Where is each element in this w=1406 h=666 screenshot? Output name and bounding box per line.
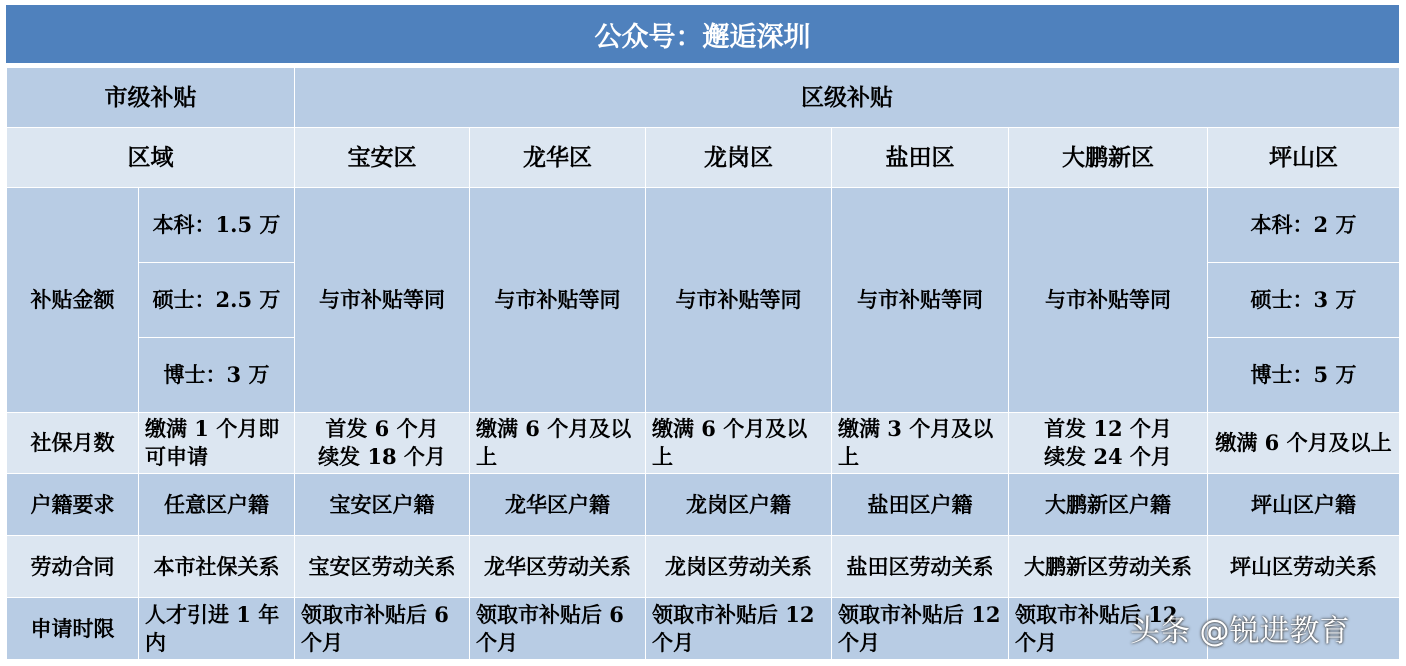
deadline-cell: 领取市补贴后 12 个月: [832, 598, 1009, 660]
hukou-cell: 大鹏新区户籍: [1009, 474, 1208, 536]
city-master-subsidy: 硕士：2.5 万: [139, 263, 295, 338]
table-row: [7, 536, 1400, 598]
subsidy-label: 补贴金额: [7, 188, 139, 413]
district-baoan: 宝安区: [295, 128, 470, 188]
district-pingshan: 坪山区: [1208, 128, 1400, 188]
district-yantian: 盐田区: [832, 128, 1009, 188]
baoan-social-months: 首发 6 个月 续发 18 个月: [295, 413, 470, 474]
city-bachelor-subsidy: 本科：1.5 万: [139, 188, 295, 263]
contract-cell: 龙岗区劳动关系: [646, 536, 832, 598]
yantian-subsidy: 与市补贴等同: [832, 188, 1009, 413]
contract-cell: 坪山区劳动关系: [1208, 536, 1400, 598]
district-dapeng: 大鹏新区: [1009, 128, 1208, 188]
hukou-cell: 龙华区户籍: [470, 474, 646, 536]
city-doctor-subsidy: 博士：3 万: [139, 338, 295, 413]
table-row: [7, 68, 1400, 128]
table-row: [7, 474, 1400, 536]
deadline-cell: 领取市补贴后 12 个月: [646, 598, 832, 660]
city-subsidy-header: 市级补贴: [7, 68, 295, 128]
longgang-subsidy: 与市补贴等同: [646, 188, 832, 413]
deadline-cell: 领取市补贴后 6 个月: [295, 598, 470, 660]
yantian-social-months: 缴满 3 个月及以上: [832, 413, 1009, 474]
contract-cell: 本市社保关系: [139, 536, 295, 598]
baoan-subsidy: 与市补贴等同: [295, 188, 470, 413]
hukou-label: 户籍要求: [7, 474, 139, 536]
hukou-cell: 宝安区户籍: [295, 474, 470, 536]
region-header: 区域: [7, 128, 295, 188]
contract-cell: 大鹏新区劳动关系: [1009, 536, 1208, 598]
subsidy-table: [6, 67, 1400, 660]
contract-cell: 宝安区劳动关系: [295, 536, 470, 598]
hukou-cell: 坪山区户籍: [1208, 474, 1400, 536]
longhua-social-months: 缴满 6 个月及以上: [470, 413, 646, 474]
social-label: 社保月数: [7, 413, 139, 474]
longhua-subsidy: 与市补贴等同: [470, 188, 646, 413]
contract-cell: 盐田区劳动关系: [832, 536, 1009, 598]
city-social-months: 缴满 1 个月即可申请: [139, 413, 295, 474]
longgang-social-months: 缴满 6 个月及以上: [646, 413, 832, 474]
district-subsidy-header: 区级补贴: [295, 68, 1400, 128]
table-row: [7, 128, 1400, 188]
table-row: [7, 413, 1400, 474]
district-longhua: 龙华区: [470, 128, 646, 188]
contract-label: 劳动合同: [7, 536, 139, 598]
hukou-cell: 盐田区户籍: [832, 474, 1009, 536]
dapeng-subsidy: 与市补贴等同: [1009, 188, 1208, 413]
contract-cell: 龙华区劳动关系: [470, 536, 646, 598]
hukou-cell: 龙岗区户籍: [646, 474, 832, 536]
pingshan-master-subsidy: 硕士：3 万: [1208, 263, 1400, 338]
watermark-logo: 头条 @锐进教育: [1130, 614, 1350, 649]
deadline-label: 申请时限: [7, 598, 139, 660]
deadline-cell: 人才引进 1 年内: [139, 598, 295, 660]
pingshan-bachelor-subsidy: 本科：2 万: [1208, 188, 1400, 263]
district-longgang: 龙岗区: [646, 128, 832, 188]
deadline-cell: 领取市补贴后 6 个月: [470, 598, 646, 660]
hukou-cell: 任意区户籍: [139, 474, 295, 536]
pingshan-doctor-subsidy: 博士：5 万: [1208, 338, 1400, 413]
table-row: [7, 188, 1400, 263]
dapeng-social-months: 首发 12 个月 续发 24 个月: [1009, 413, 1208, 474]
deadline-cell: 领取市补贴后 12 个月: [1009, 598, 1208, 660]
pingshan-social-months: 缴满 6 个月及以上: [1208, 413, 1400, 474]
page-title: 公众号：邂逅深圳: [6, 5, 1399, 63]
